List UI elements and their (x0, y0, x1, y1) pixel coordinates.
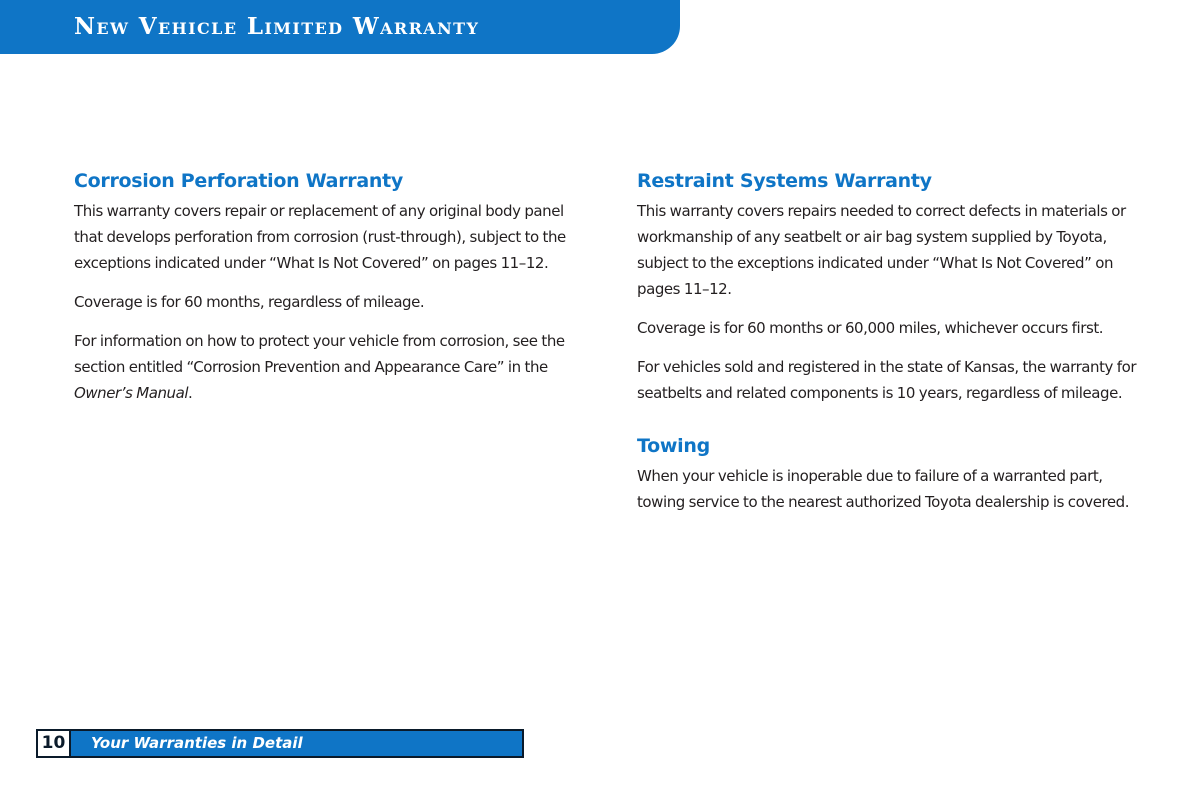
corrosion-section (74, 167, 574, 406)
header-banner (0, 0, 680, 54)
towing-section (637, 432, 1147, 515)
restraint-paragraph-2: Coverage is for 60 months or 60,000 miles, whichever occurs first. (637, 319, 1104, 337)
corrosion-heading: Corrosion Perforation Warranty (74, 170, 403, 192)
corrosion-paragraph-1: This warranty covers repair or replacement of any original body panel that develops perforation from corrosion (rust-through), subject to the exceptions indicated under “What Is Not Covered” on pages 11–12. (74, 202, 566, 272)
corrosion-paragraph-3-end: . (188, 384, 193, 402)
restraint-section (637, 167, 1147, 406)
restraint-heading: Restraint Systems Warranty (637, 170, 932, 192)
page-number: 10 (38, 731, 71, 756)
corrosion-paragraph-3 (74, 328, 574, 406)
corrosion-paragraph-3-text: For information on how to protect your vehicle from corrosion, see the section entitled “Corrosion Prevention and Appearance Care” in the (74, 332, 565, 376)
footer-bar (36, 729, 524, 758)
right-column (637, 167, 1147, 515)
towing-heading: Towing (637, 435, 710, 457)
restraint-paragraph-1: This warranty covers repairs needed to correct defects in materials or workmanship of any seatbelt or air bag system supplied by Toyota, subject to the exceptions indicated under “What Is Not Covered” on pages 11–12. (637, 202, 1126, 298)
owners-manual-title: Owner’s Manual (74, 384, 189, 402)
page-title: New Vehicle Limited Warranty (74, 13, 480, 40)
footer-section-label: Your Warranties in Detail (91, 734, 303, 752)
restraint-paragraph-3: For vehicles sold and registered in the state of Kansas, the warranty for seatbelts and related components is 10 years, regardless of mileage. (637, 358, 1137, 402)
corrosion-paragraph-2: Coverage is for 60 months, regardless of mileage. (74, 293, 425, 311)
left-column (74, 167, 574, 406)
towing-paragraph-1: When your vehicle is inoperable due to failure of a warranted part, towing service to the nearest authorized Toyota dealership is covered. (637, 467, 1130, 511)
